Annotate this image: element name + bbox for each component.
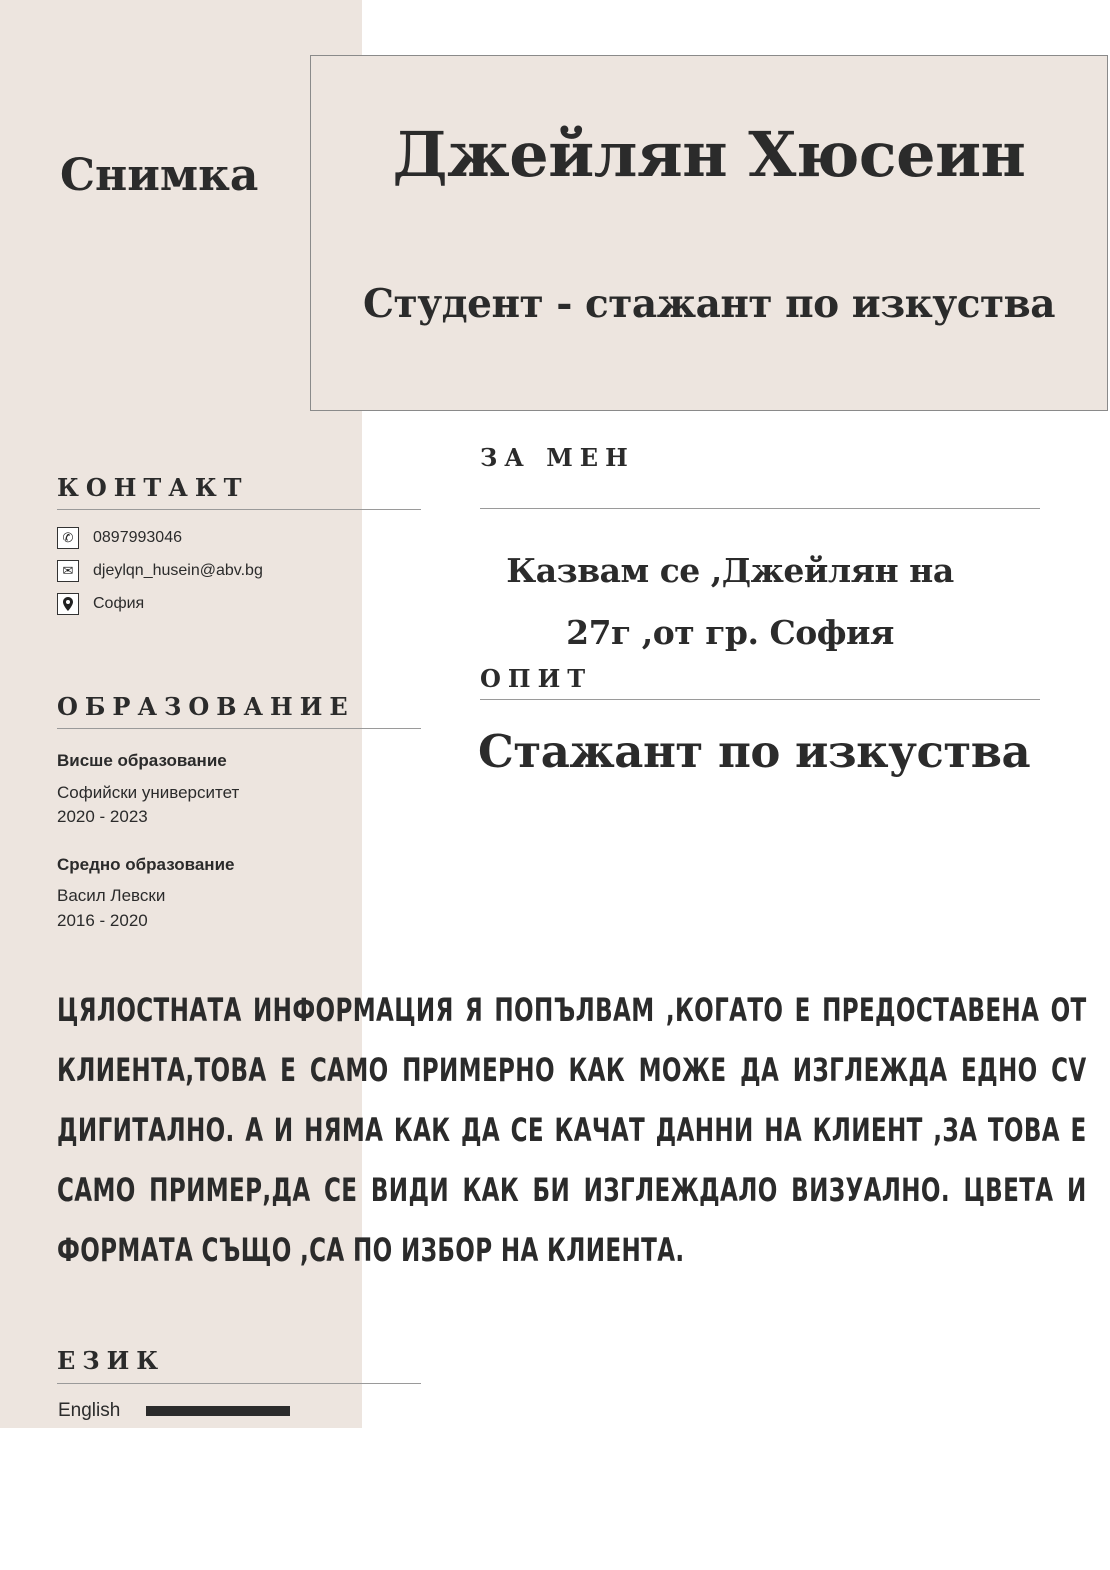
about-line: 27г ,от гр. София [566,613,894,652]
about-heading: ЗА МЕН [480,443,635,472]
language-level-fill [146,1406,290,1416]
about-text [480,540,980,664]
contact-heading: КОНТАКТ [57,473,249,502]
education-years: 2016 - 2020 [57,911,148,930]
language-name: English [58,1400,121,1421]
education-divider [57,728,421,729]
header-box [310,55,1108,411]
education-degree: Висше образование [57,751,227,770]
experience-heading: ОПИТ [480,664,593,693]
language-divider [57,1383,421,1384]
contact-divider [57,509,421,510]
contact-email [57,559,263,583]
photo-placeholder: Снимка [60,150,259,201]
experience-position: Стажант по изкуства [478,725,1031,778]
map-pin-icon [57,593,79,615]
phone-text: 0897993046 [93,529,182,546]
contact-location [57,592,144,616]
candidate-name: Джейлян Хюсеин [392,118,1026,191]
about-line: Казвам се ,Джейлян на [506,551,954,590]
envelope-icon: ✉ [57,560,79,582]
candidate-role: Студент - стажант по изкуства [362,281,1055,327]
education-degree: Средно образование [57,855,235,874]
education-heading: ОБРАЗОВАНИЕ [57,692,355,721]
phone-icon: ✆ [57,527,79,549]
education-years: 2020 - 2023 [57,807,148,826]
education-school: Васил Левски [57,886,166,905]
language-row [58,1400,290,1422]
about-divider [480,508,1040,509]
location-text: София [93,595,145,612]
education-school: Софийски университет [57,783,240,802]
language-heading: ЕЗИК [57,1346,166,1375]
note-paragraph: ЦЯЛОСТНАТА ИНФОРМАЦИЯ Я ПОПЪЛВАМ ,КОГАТО Е ПРЕДОСТАВЕНА ОТ КЛИЕНТА,ТОВА Е САМО ПРИМЕРНО КАК МОЖЕ ДА ИЗГЛЕЖДА ЕДНО CV ДИГИТАЛНО. А И НЯМА КАК ДА СЕ КАЧАТ ДАННИ НА КЛИЕНТ ,ЗА ТОВА Е САМО ПРИМЕР,ДА СЕ ВИДИ КАК БИ ИЗГЛЕЖДАЛО ВИЗУАЛНО. ЦВЕТА И ФОРМАТА СЪЩО ,СА ПО ИЗБОР НА КЛИЕНТА. [57,991,1087,1269]
experience-divider [480,699,1040,700]
email-text: djeylqn_husein@abv.bg [93,562,263,579]
language-level-bar [146,1406,290,1416]
contact-phone [57,526,182,550]
